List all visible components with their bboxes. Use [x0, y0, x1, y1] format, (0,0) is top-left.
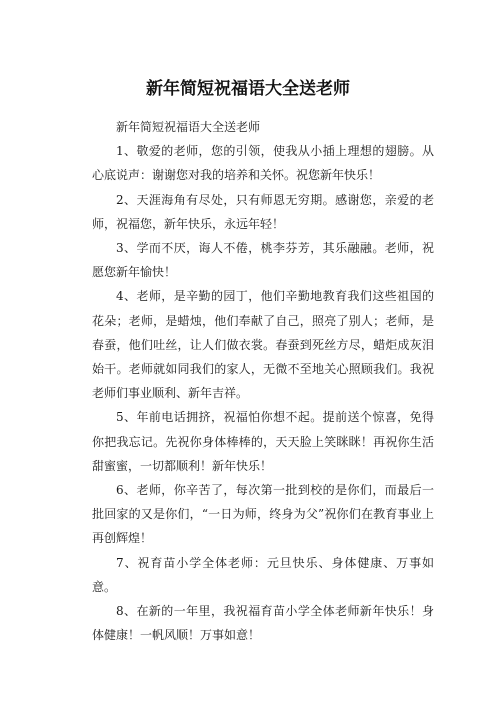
subtitle-paragraph: 新年简短祝福语大全送老师	[116, 120, 261, 134]
document-body	[92, 115, 434, 647]
paragraph-6: 6、老师，你辛苦了，每次第一批到校的是你们，而最后一批回家的又是你们，“一日为师，终身为父”祝你们在教育事业上再创辉煌！	[92, 483, 434, 546]
paragraph-8: 8、在新的一年里，我祝福育苗小学全体老师新年快乐！身体健康！一帆风顺！万事如意！	[92, 604, 434, 643]
paragraph-4: 4、老师，是辛勤的园丁，他们辛勤地教育我们这些祖国的花朵；老师，是蜡烛，他们奉献了自己，照亮了别人；老师，是春蚕，他们吐丝，让人们做衣裳。春蚕到死丝方尽，蜡炬成灰泪始干。老师就如同我们的家人，无微不至地关心照顾我们。我祝老师们事业顺利、新年吉祥。	[92, 289, 434, 401]
paragraph-1: 1、敬爱的老师，您的引领，使我从小插上理想的翅膀。从心底说声：谢谢您对我的培养和关怀。祝您新年快乐！	[92, 144, 434, 183]
paragraph-2: 2、天涯海角有尽处，只有师恩无穷期。感谢您，亲爱的老师，祝福您，新年快乐，永远年轻！	[92, 192, 434, 231]
document-title: 新年简短祝福语大全送老师	[146, 79, 350, 99]
paragraph-3: 3、学而不厌，诲人不倦，桃李芬芳，其乐融融。老师，祝愿您新年愉快！	[92, 241, 434, 280]
paragraph-7: 7、祝育苗小学全体老师：元旦快乐、身体健康、万事如意。	[92, 555, 434, 594]
paragraph-5: 5、年前电话拥挤，祝福怕你想不起。提前送个惊喜，免得你把我忘记。先祝你身体棒棒的，天天脸上笑眯眯！再祝你生活甜蜜蜜，一切都顺利！新年快乐！	[92, 410, 434, 473]
